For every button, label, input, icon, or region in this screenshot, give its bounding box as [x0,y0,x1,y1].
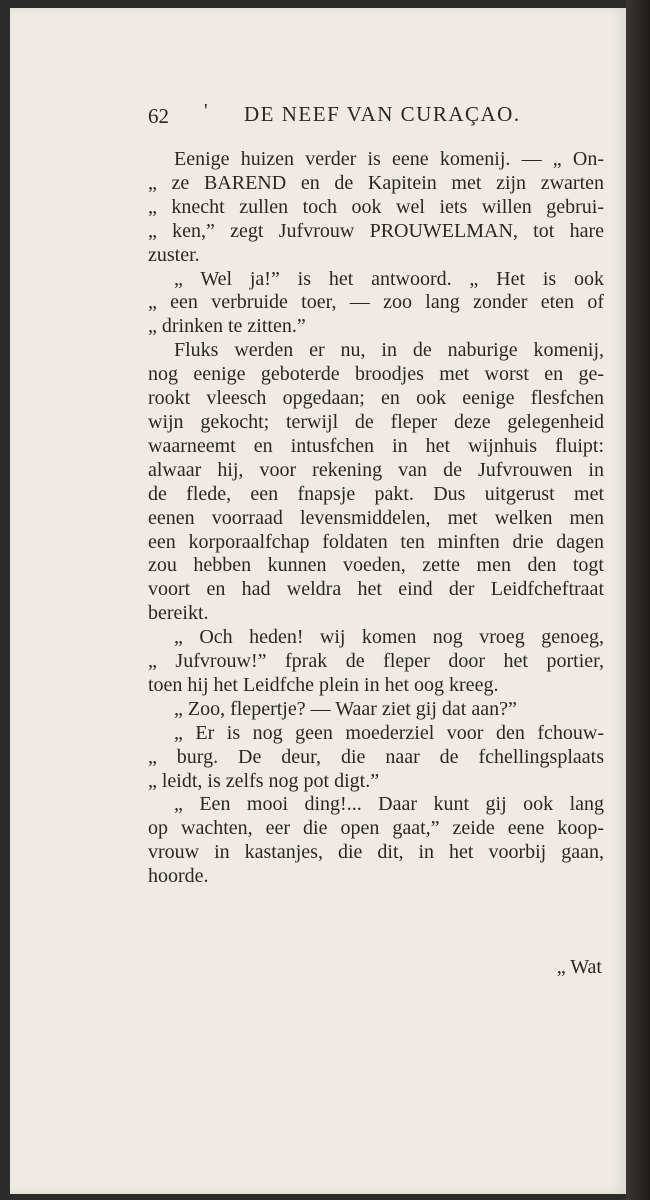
page-number: 62 [148,104,169,128]
text-line: nog eenige geboterde broodjes met worst en ge- [148,363,604,386]
text-line: bereikt. [148,602,209,625]
text-line: Eenige huizen verder is eene komenij. — „ On- [174,148,604,170]
text-line: „ knecht zullen toch ook wel iets willen gebrui- [148,195,604,218]
text-line: eenen voorraad levensmiddelen, met welken men [148,506,604,529]
text-line: voort en had weldra het eind der Leidfcheftraat [148,578,604,601]
book-gutter [626,0,650,1200]
text-line: een korporaalfchap foldaten ten minften drie dagen [148,530,604,553]
text-line: zuster. [148,243,200,266]
text-line: wijn gekocht; terwijl de fleper deze gelegenheid [148,410,604,433]
text-line: „ ze BAREND en de Kapitein met zijn zwarten [148,171,604,194]
catchword: „ Wat [556,956,602,978]
text-line: waarneemt en intusfchen in het wijnhuis fluipt: [148,434,604,457]
text-line: „ burg. De deur, die naar de fchellingsplaats [148,745,604,768]
text-line: vrouw in kastanjes, die dit, in het voorbij gaan, [148,841,604,864]
text-line: „ ken,” zegt Jufvrouw PROUWELMAN, tot hare [148,219,604,242]
text-line: „ Een mooi ding!... Daar kunt gij ook lang [174,793,604,816]
header-ornament: ' [204,100,208,122]
text-line: „ Wel ja!” is het antwoord. „ Het is ook [174,267,604,290]
text-line: hoorde. [148,865,209,888]
text-line: rookt vleesch opgedaan; en ook eenige flesfchen [148,387,604,410]
text-line: „ drinken te zitten.” [148,315,306,338]
text-line: op wachten, eer die open gaat,” zeide eene koop- [148,817,604,840]
text-line: Fluks werden er nu, in de naburige komenij, [174,339,604,362]
text-line: toen hij het Leidfche plein in het oog kreeg. [148,673,499,696]
body-text [148,148,604,889]
text-line: de flede, een fnapsje pakt. Dus uitgerust met [148,482,604,505]
text-line: „ Zoo, flepertje? — Waar ziet gij dat aan?” [174,697,517,720]
text-line: „ Jufvrouw!” fprak de fleper door het portier, [148,650,604,673]
text-line: „ Och heden! wij komen nog vroeg genoeg, [174,626,604,649]
page-header [148,100,588,140]
text-line: „ leidt, is zelfs nog pot digt.” [148,769,380,792]
text-line: zou hebben kunnen voeden, zette men den togt [148,554,604,577]
text-line: „ een verbruide toer, — zoo lang zonder eten of [148,291,604,314]
text-line: „ Er is nog geen moederziel voor den fchouw- [174,721,604,744]
text-line: alwaar hij, voor rekening van de Jufvrouwen in [148,458,604,481]
running-title: DE NEEF VAN CURAÇAO. [244,102,521,126]
